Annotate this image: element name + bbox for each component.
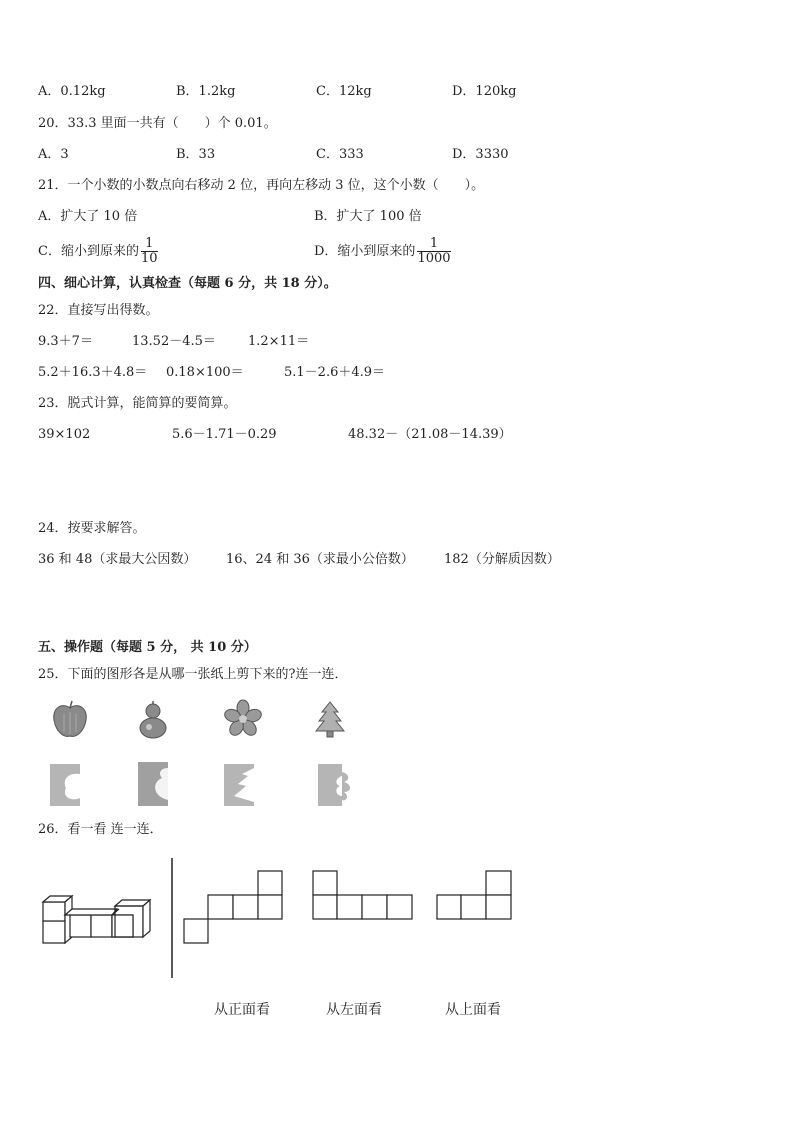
q22-item: 0.18×100＝ — [166, 365, 244, 380]
q23-item: 39×102 — [38, 427, 91, 442]
gourd-icon — [138, 698, 168, 740]
view-grid-1 — [183, 870, 284, 946]
apple-icon — [50, 700, 90, 740]
q20-option-d: D．3330 — [452, 147, 509, 162]
q21-stem: 21．一个小数的小数点向右移动 2 位，再向左移动 3 位，这个小数（ ）。 — [38, 178, 485, 193]
q21-option-d — [314, 236, 451, 268]
q24-stem: 24．按要求解答。 — [38, 521, 146, 536]
q25-stem: 25．下面的图形各是从哪一张纸上剪下来的?连一连． — [38, 667, 348, 682]
q24-item: 36 和 48（求最大公因数） — [38, 552, 197, 567]
fraction-numerator: 1 — [141, 237, 158, 252]
q21-option-c — [38, 236, 158, 268]
q23-item: 5.6－1.71－0.29 — [172, 427, 277, 442]
q21-option-a: A．扩大了 10 倍 — [38, 209, 138, 224]
section-5-heading: 五、操作题（每题 5 分， 共 10 分） — [38, 640, 257, 655]
q20-option-c: C．333 — [316, 147, 364, 162]
fraction-denominator: 1000 — [417, 251, 451, 266]
q19-option-c: C．12kg — [316, 84, 372, 99]
view-label-top: 从上面看 — [445, 1002, 501, 1018]
view-label-front: 从正面看 — [214, 1002, 270, 1018]
q23-item: 48.32－（21.08－14.39） — [348, 427, 512, 442]
view-label-left: 从左面看 — [326, 1002, 382, 1018]
q21-option-c-text: C．缩小到原来的 — [38, 244, 139, 259]
q22-item: 5.2＋16.3＋4.8＝ — [38, 365, 148, 380]
q20-option-a: A．3 — [38, 147, 69, 162]
q19-option-a: A．0.12kg — [38, 84, 106, 99]
vertical-divider — [171, 858, 173, 978]
q22-item: 9.3＋7＝ — [38, 334, 93, 349]
q24-item: 16、24 和 36（求最小公倍数） — [226, 552, 414, 567]
cube-stack-figure — [42, 896, 154, 946]
q24-item: 182（分解质因数） — [444, 552, 560, 567]
fraction-numerator: 1 — [417, 237, 450, 252]
paper-with-tree-cut — [224, 764, 254, 806]
q19-option-d: D．120kg — [452, 84, 517, 99]
q21-option-b: B．扩大了 100 倍 — [314, 209, 422, 224]
paper-with-gourd-cut — [138, 762, 168, 806]
q20-stem: 20．33.3 里面一共有（ ）个 0.01。 — [38, 116, 277, 131]
paper-with-apple-cut — [50, 764, 80, 806]
q22-item: 13.52－4.5＝ — [132, 334, 216, 349]
fraction-one-thousandth — [417, 237, 450, 266]
flower-icon — [224, 700, 262, 738]
q20-option-b: B．33 — [176, 147, 216, 162]
q21-option-d-text: D．缩小到原来的 — [314, 244, 416, 259]
q23-stem: 23．脱式计算，能简算的要简算。 — [38, 396, 237, 411]
fraction-one-tenth — [141, 237, 158, 266]
view-grid-2 — [312, 870, 414, 922]
q22-stem: 22．直接写出得数。 — [38, 303, 159, 318]
fraction-denominator: 10 — [140, 251, 158, 266]
tree-icon — [314, 700, 346, 740]
q19-option-b: B．1.2kg — [176, 84, 236, 99]
q22-item: 5.1－2.6＋4.9＝ — [284, 365, 386, 380]
paper-with-flower-cut — [318, 764, 352, 806]
view-grid-3 — [436, 870, 514, 922]
q22-item: 1.2×11＝ — [248, 334, 310, 349]
q26-stem: 26．看一看 连一连． — [38, 822, 163, 837]
section-4-heading: 四、细心计算，认真检查（每题 6 分，共 18 分）。 — [38, 276, 337, 291]
